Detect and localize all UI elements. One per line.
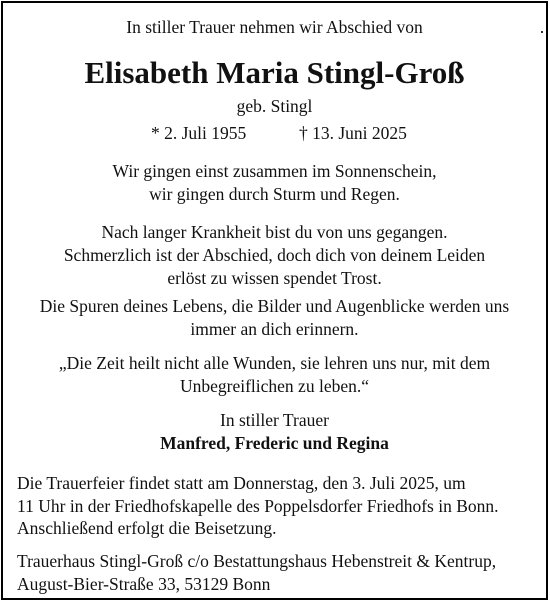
life-dates xyxy=(3,122,546,145)
deceased-name: Elisabeth Maria Stingl-Groß xyxy=(84,55,465,90)
poem-line: Wir gingen einst zusammen im Sonnenschein, xyxy=(112,161,437,181)
quote-line: Unbegreiflichen zu leben.“ xyxy=(179,376,369,396)
maiden-name: geb. Stingl xyxy=(236,96,313,116)
funeral-info-line: 11 Uhr in der Friedhofskapelle des Poppelsdorfer Friedhofs in Bonn. xyxy=(17,496,499,516)
funeral-info-line: Anschließend erfolgt die Beisetzung. xyxy=(17,518,277,538)
mourners-intro: In stiller Trauer xyxy=(220,410,329,430)
paragraph-2-line: immer an dich erinnern. xyxy=(190,319,359,339)
funeral-home-line: August-Bier-Straße 33, 53129 Bonn xyxy=(17,574,271,594)
paragraph-1-line: Schmerzlich ist der Abschied, doch dich von deinem Leiden xyxy=(63,245,486,265)
mourners-names: Manfred, Frederic und Regina xyxy=(160,433,389,453)
paragraph-1-line: erlöst zu wissen spendet Trost. xyxy=(167,268,382,288)
funeral-info-line: Die Trauerfeier findet statt am Donnerstag, den 3. Juli 2025, um xyxy=(17,473,466,493)
quote-line: „Die Zeit heilt nicht alle Wunden, sie lehren uns nur, mit dem xyxy=(58,353,491,373)
birth-date: * 2. Juli 1955 xyxy=(151,123,247,143)
funeral-home-line: Trauerhaus Stingl-Groß c/o Bestattungshaus Hebenstreit & Kentrup, xyxy=(17,551,497,571)
death-date: † 13. Juni 2025 xyxy=(299,123,407,143)
poem-line: wir gingen durch Sturm und Regen. xyxy=(149,184,400,204)
obituary-notice xyxy=(1,1,548,600)
header-line: In stiller Trauer nehmen wir Abschied von xyxy=(126,17,423,37)
paragraph-2-line: Die Spuren deines Lebens, die Bilder und Augenblicke werden uns xyxy=(39,296,510,316)
paragraph-1-line: Nach langer Krankheit bist du von uns gegangen. xyxy=(101,222,448,242)
corner-mark xyxy=(541,31,543,33)
